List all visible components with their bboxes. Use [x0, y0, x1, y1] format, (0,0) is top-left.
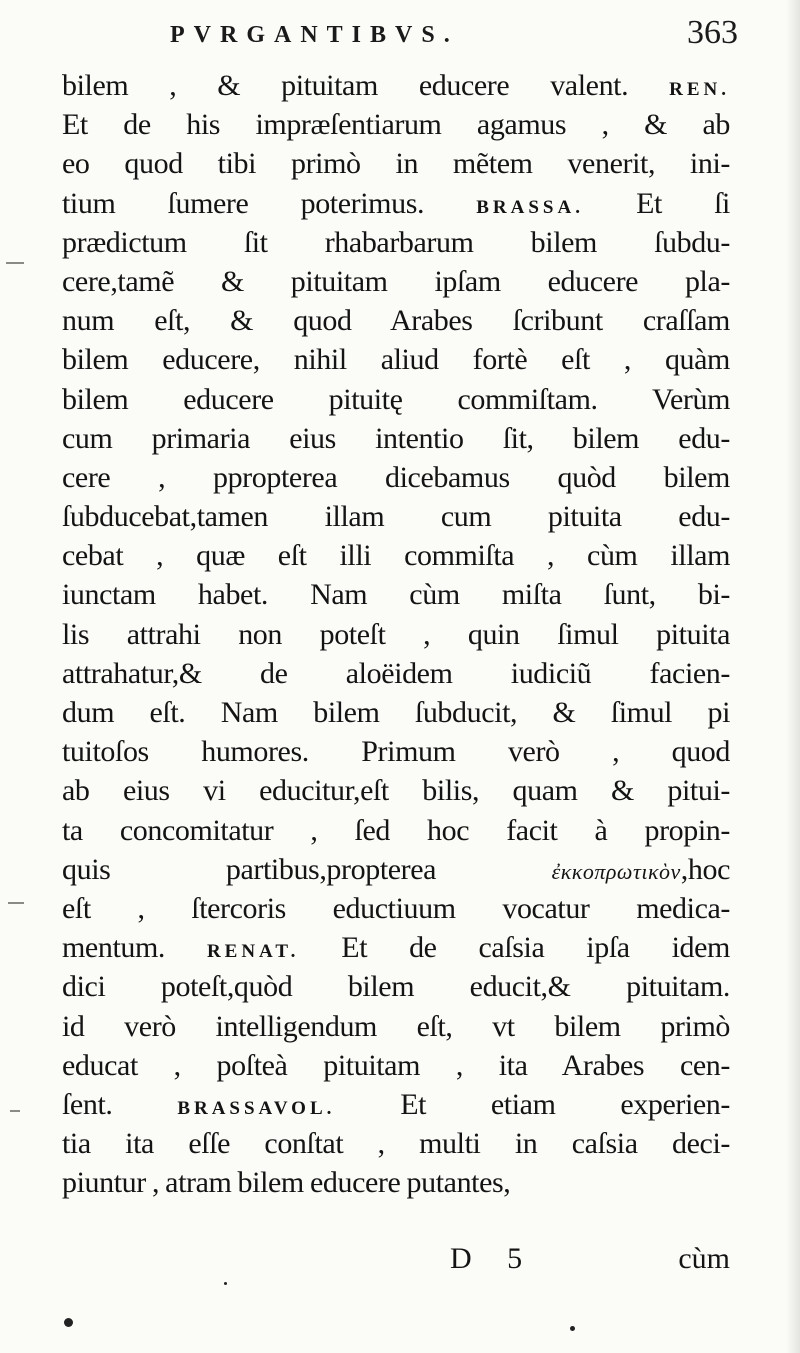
margin-mark [8, 902, 24, 904]
speaker-name: REN. [669, 79, 730, 100]
text-line [62, 575, 730, 614]
text-line [62, 615, 730, 654]
speaker-name: BRASSAVOL. [177, 1097, 336, 1119]
running-head: PVRGANTIBVS. [170, 22, 459, 48]
text-line [62, 105, 730, 144]
line-text: quis partibus,propterea [62, 852, 552, 886]
catchword: cùm [678, 1242, 730, 1275]
greek-word: ἐκκοπρωτικὸν [551, 858, 681, 884]
line-text: ,hoc [680, 852, 730, 886]
catchline [62, 1242, 730, 1282]
line-text: bilem educere, nihil aliud fortè eſt , quàm [62, 343, 730, 377]
line-text: ſubducebat,tamen illam cum pituita edu- [62, 500, 730, 534]
line-text: bilem , & pituitam educere valent. [62, 69, 670, 102]
text-line [62, 380, 730, 419]
line-text: id verò intelligendum eſt, vt bilem primò [62, 1009, 730, 1043]
text-line [62, 419, 730, 458]
page-number: 363 [687, 14, 738, 51]
line-text: iunctam habet. Nam cùm miſta ſunt, bi- [62, 578, 730, 612]
line-text: eſt , ſtercoris eductiuum vocatur medica- [62, 891, 730, 925]
line-text: educat , poſteà pituitam , ita Arabes cen- [62, 1048, 730, 1082]
text-line [62, 223, 730, 262]
line-text: Et ſi [583, 186, 730, 220]
text-line [62, 967, 730, 1006]
line-text: piuntur , atram bilem educere putantes, [62, 1166, 511, 1200]
line-text: attrahatur,& de aloëidem iudiciũ facien- [62, 656, 730, 690]
line-text: num eſt, & quod Arabes ſcribunt craſſam [62, 304, 730, 338]
text-line [62, 1085, 730, 1124]
line-text: dum eſt. Nam bilem ſubducit, & ſimul pi [62, 696, 730, 729]
text-line [62, 1007, 730, 1046]
ink-speck [570, 1326, 575, 1331]
text-line [62, 458, 730, 497]
page-edge-shadow [786, 0, 800, 1353]
line-text: eo quod tibi primò in mẽtem venerit, ini- [62, 147, 730, 181]
text-line [62, 889, 730, 928]
text-line [62, 262, 730, 301]
line-text: cum primaria eius intentio ſit, bilem edu- [62, 421, 730, 455]
text-line [62, 850, 730, 889]
line-text: mentum. [62, 931, 207, 965]
line-text: prædictum ſit rhabarbarum bilem ſubdu- [62, 225, 730, 259]
line-text: tuitoſos humores. Primum verò , quod [62, 735, 730, 769]
line-text: dici poteſt,quòd bilem educit,& pituitam. [62, 970, 730, 1004]
text-line [62, 1046, 730, 1085]
text-line [62, 1163, 730, 1202]
line-text: tium ſumere poterimus. [62, 186, 477, 220]
margin-mark [10, 1110, 20, 1112]
text-line [62, 928, 730, 967]
line-text: ta concomitatur , ſed hoc facit à propin- [62, 813, 730, 847]
text-line [62, 497, 730, 536]
text-block [62, 66, 730, 1202]
ink-speck [64, 1318, 73, 1327]
text-line [62, 811, 730, 850]
signature-mark: D 5 [450, 1242, 537, 1275]
text-line [62, 1124, 730, 1163]
line-text: cebat , quæ eſt illi commiſta , cùm illam [62, 539, 730, 573]
line-text: cere , ppropterea dicebamus quòd bilem [62, 460, 730, 494]
line-text: lis attrahi non poteſt , quin ſimul pituita [62, 617, 730, 651]
line-text: ab eius vi educitur,eſt bilis, quam & pitui- [62, 774, 730, 808]
text-line [62, 771, 730, 810]
line-text: Et etiam experien- [335, 1087, 730, 1121]
ink-speck [224, 1282, 227, 1285]
text-line [62, 66, 730, 105]
text-line [62, 654, 730, 693]
line-text: cere,tamẽ & pituitam ipſam educere pla- [62, 264, 730, 298]
text-line [62, 184, 730, 223]
text-line [62, 144, 730, 183]
speaker-name: RENAT. [206, 941, 300, 963]
text-line [62, 693, 730, 732]
line-text: Et de his impræſentiarum agamus , & ab [62, 108, 730, 142]
speaker-name: BRASSA. [476, 196, 584, 218]
line-text: tia ita eſſe conſtat , multi in caſsia deci- [62, 1127, 730, 1161]
line-text: Et de caſsia ipſa idem [299, 931, 730, 965]
margin-mark [6, 262, 24, 264]
text-line [62, 536, 730, 575]
text-line [62, 301, 730, 340]
text-line [62, 340, 730, 379]
text-line [62, 732, 730, 771]
line-text: bilem educere pituitę commiſtam. Verùm [62, 382, 730, 416]
line-text: ſent. [62, 1087, 178, 1121]
